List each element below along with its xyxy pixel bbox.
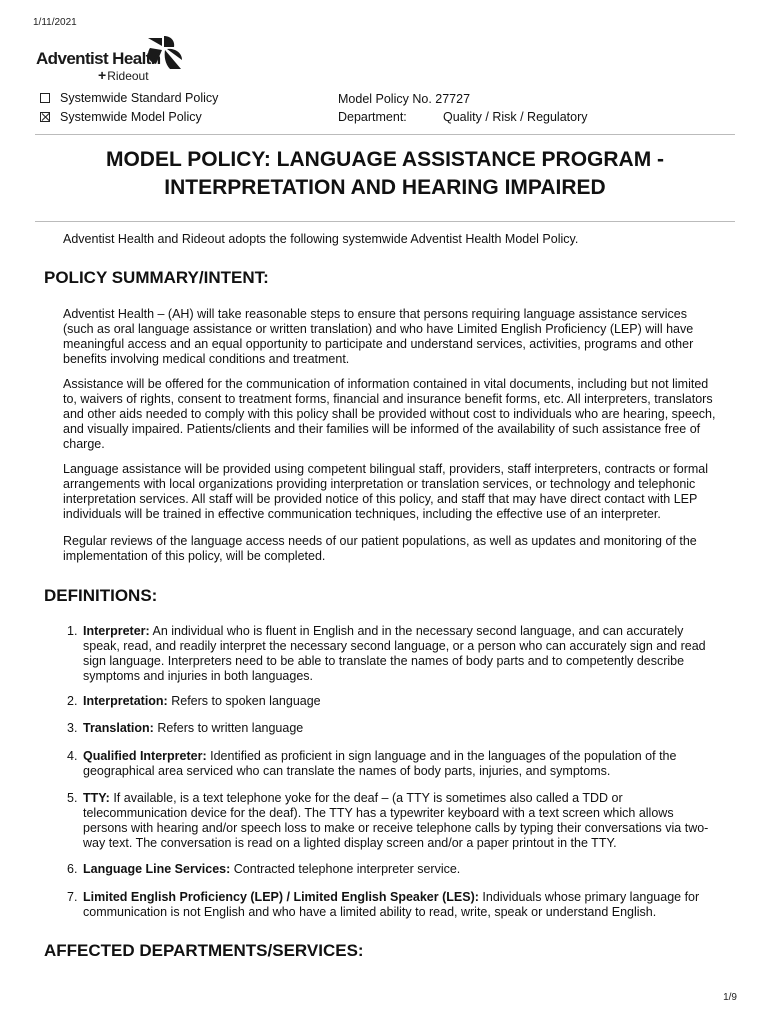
term: Interpreter: bbox=[83, 624, 150, 638]
print-date: 1/11/2021 bbox=[33, 17, 77, 28]
text-line: Assistance will be offered for the communication of information contained in vital documents, including but not limited bbox=[63, 377, 709, 391]
item-number: 1. bbox=[67, 624, 78, 638]
text-line: implementation of this policy, will be completed. bbox=[63, 549, 326, 563]
text-line: Identified as proficient in sign language and in the languages of the population of the bbox=[210, 749, 677, 763]
definition-item bbox=[67, 694, 727, 709]
term: Language Line Services: bbox=[83, 862, 231, 876]
text-line: charge. bbox=[63, 437, 105, 451]
department-label: Department: bbox=[338, 110, 407, 124]
adventist-health-logo bbox=[36, 36, 186, 88]
text-line: Contracted telephone interpreter service. bbox=[233, 862, 461, 876]
summary-paragraph bbox=[63, 307, 731, 367]
term: Qualified Interpreter: bbox=[83, 749, 207, 763]
definition-item bbox=[67, 791, 727, 851]
policy-number: Model Policy No. 27727 bbox=[338, 92, 471, 106]
text-line: Refers to spoken language bbox=[171, 694, 321, 708]
text-line: Language assistance will be provided using competent bilingual staff, providers, staff interpreters, contracts or formal bbox=[63, 462, 709, 476]
item-number: 4. bbox=[67, 749, 78, 763]
section-heading-summary: POLICY SUMMARY/INTENT: bbox=[44, 268, 269, 287]
text-line: benefits involving medical conditions and treatment. bbox=[63, 352, 350, 366]
text-line: communication is not English and who have a limited ability to read, write, speak or understand English. bbox=[83, 905, 657, 919]
term: Limited English Proficiency (LEP) / Limited English Speaker (LES): bbox=[83, 890, 479, 904]
definition-item bbox=[67, 890, 727, 920]
text-line: Adventist Health – (AH) will take reasonable steps to ensure that persons requiring language assistance services bbox=[63, 307, 687, 321]
definition-item bbox=[67, 624, 727, 684]
item-number: 5. bbox=[67, 791, 78, 805]
checkbox-label: Systemwide Standard Policy bbox=[60, 91, 219, 105]
text-line: arrangements with local organizations providing interpretation or translation services, or technology and telephonic bbox=[63, 477, 696, 491]
logo-name: Adventist Health bbox=[36, 49, 161, 68]
department-value: Quality / Risk / Regulatory bbox=[443, 110, 588, 124]
definition-item bbox=[67, 749, 727, 779]
text-line: way text. The conversation is read on a lighted display screen and/or a paper printout in the TTY. bbox=[83, 836, 617, 850]
logo-sub: +Rideout bbox=[98, 67, 149, 83]
text-line: telecommunication device for the deaf). The TTY has a typewriter keyboard with a text screen which allows bbox=[83, 806, 674, 820]
text-line: symptoms and injuries in both languages. bbox=[83, 669, 313, 683]
summary-paragraph bbox=[63, 534, 731, 564]
section-heading-definitions: DEFINITIONS: bbox=[44, 586, 158, 605]
item-number: 2. bbox=[67, 694, 78, 708]
item-number: 7. bbox=[67, 890, 78, 904]
term: Interpretation: bbox=[83, 694, 168, 708]
checkbox-standard-policy bbox=[40, 91, 218, 105]
section-heading-affected: AFFECTED DEPARTMENTS/SERVICES: bbox=[44, 941, 364, 960]
text-line: Regular reviews of the language access needs of our patient populations, as well as updates and monitoring of the bbox=[63, 534, 697, 548]
text-line: persons with hearing and/or speech loss to make or receive telephone calls by typing their conversations via two- bbox=[83, 821, 709, 835]
text-line: to, waivers of rights, consent to treatment forms, financial and insurance benefit forms, etc. All interpreters, translators bbox=[63, 392, 713, 406]
term: TTY: bbox=[83, 791, 110, 805]
definition-item bbox=[67, 862, 727, 877]
unchecked-box-icon bbox=[40, 93, 50, 103]
term: Translation: bbox=[83, 721, 154, 735]
divider bbox=[35, 134, 735, 135]
checkbox-label: Systemwide Model Policy bbox=[60, 110, 202, 124]
text-line: individuals will be trained in effective communication techniques, including the effective use of an interpreter. bbox=[63, 507, 661, 521]
page-number: 1/9 bbox=[723, 992, 737, 1003]
summary-paragraph bbox=[63, 462, 731, 522]
title-line: MODEL POLICY: LANGUAGE ASSISTANCE PROGRAM - bbox=[105, 148, 665, 171]
text-line: sign language. Interpreters need to be able to translate the names of body parts and to competently describe bbox=[83, 654, 685, 668]
page-title bbox=[60, 146, 710, 202]
definition-item bbox=[67, 721, 727, 736]
intro-text: Adventist Health and Rideout adopts the following systemwide Adventist Health Model Policy. bbox=[63, 232, 579, 246]
item-number: 6. bbox=[67, 862, 78, 876]
text-line: and other aids needed to comply with this policy shall be provided without cost to individuals who are hearing, speech, bbox=[63, 407, 716, 421]
item-number: 3. bbox=[67, 721, 78, 735]
text-line: interpretation services. All staff will be provided notice of this policy, and staff that may have direct contact with LEP bbox=[63, 492, 698, 506]
title-line: INTERPRETATION AND HEARING IMPAIRED bbox=[164, 176, 606, 199]
text-line: Individuals whose primary language for bbox=[482, 890, 700, 904]
text-line: and visually impaired. Patients/clients and their families will be informed of the availability of such assistance free of bbox=[63, 422, 701, 436]
text-line: An individual who is fluent in English and in the necessary second language, and can accurately bbox=[152, 624, 684, 638]
text-line: speak, read, and readily interpret the necessary second language, or a person who can accurately sign and read bbox=[83, 639, 706, 653]
summary-paragraph bbox=[63, 377, 731, 452]
department bbox=[338, 110, 588, 124]
checked-box-icon bbox=[40, 112, 50, 122]
divider bbox=[35, 221, 735, 222]
text-line: Refers to written language bbox=[157, 721, 304, 735]
text-line: geographical area serviced who can translate the names of body parts, injuries, and symptoms. bbox=[83, 764, 611, 778]
text-line: If available, is a text telephone yoke for the deaf – (a TTY is sometimes also called a TDD or bbox=[113, 791, 623, 805]
text-line: (such as oral language assistance or written translation) and who have Limited English Proficiency (LEP) will have bbox=[63, 322, 694, 336]
checkbox-model-policy bbox=[40, 110, 202, 124]
logo-sub-text: Rideout bbox=[107, 69, 149, 83]
text-line: meaningful access and an equal opportunity to participate and understand services, activities, programs and other bbox=[63, 337, 694, 351]
